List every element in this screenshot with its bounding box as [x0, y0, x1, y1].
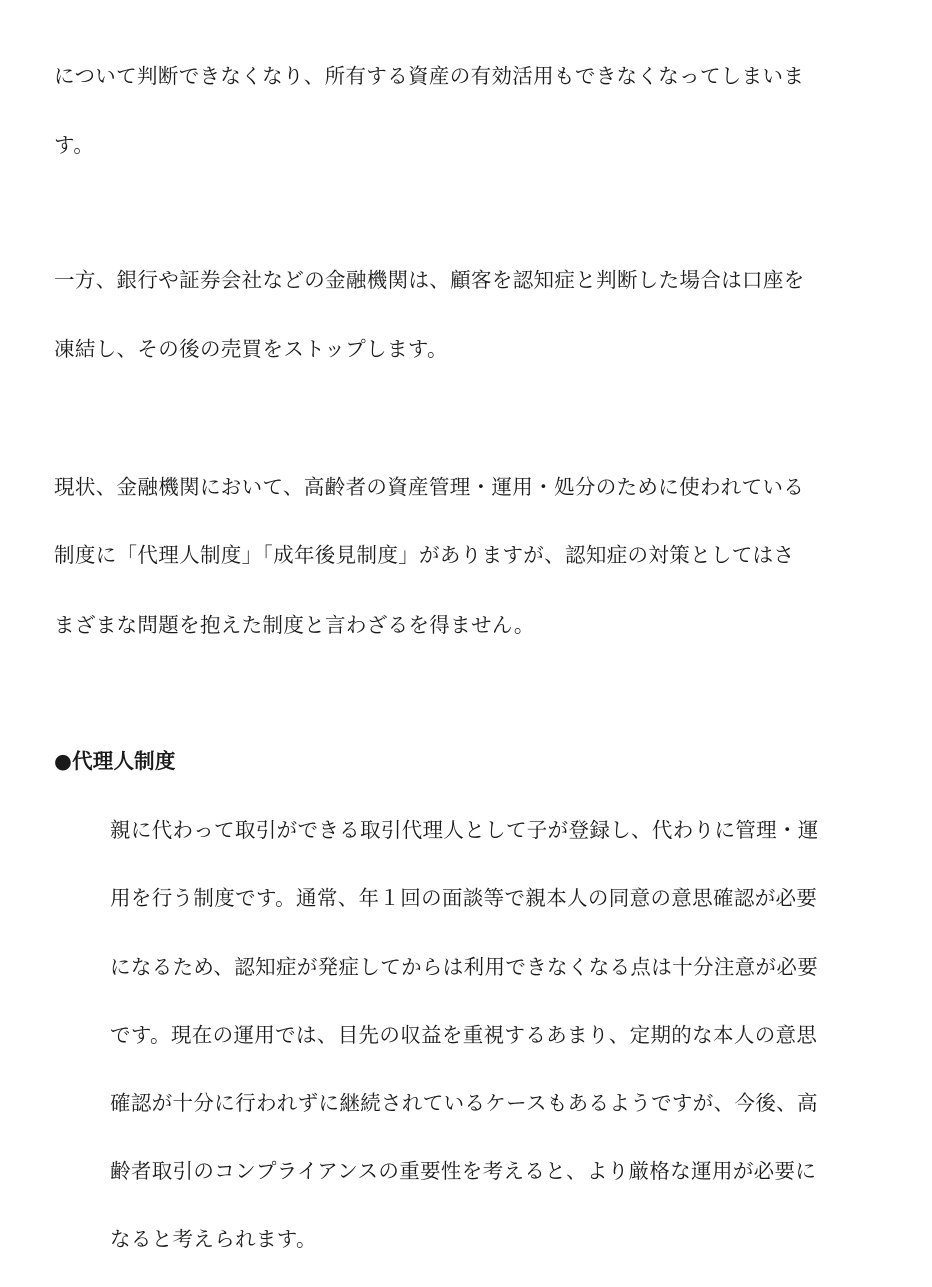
- paragraph-2-line-2: 凍結し、その後の売買をストップします。: [54, 337, 448, 361]
- section-line: 用を行う制度です。通常、年１回の面談等で親本人の同意の意思確認が必要: [110, 886, 818, 910]
- section-line: なると考えられます。: [110, 1227, 317, 1251]
- section-line: 齢者取引のコンプライアンスの重要性を考えると、より厳格な運用が必要に: [110, 1159, 817, 1183]
- section-heading: ●代理人制度: [54, 749, 176, 773]
- section-line: 親に代わって取引ができる取引代理人として子が登録し、代わりに管理・運: [110, 818, 819, 842]
- section-line: です。現在の運用では、目先の収益を重視するあまり、定期的な本人の意思: [110, 1023, 818, 1047]
- paragraph-2-line-1: 一方、銀行や証券会社などの金融機関は、顧客を認知症と判断した場合は口座を: [54, 268, 805, 292]
- paragraph-3-line-3: まざまな問題を抱えた制度と言わざるを得ません。: [54, 613, 535, 637]
- paragraph-3-line-1: 現状、金融機関において、高齢者の資産管理・運用・処分のために使われている: [54, 475, 805, 499]
- section-line: 確認が十分に行われずに継続されているケースもあるようですが、今後、高: [110, 1091, 818, 1115]
- section-line: になるため、認知症が発症してからは利用できなくなる点は十分注意が必要: [110, 955, 819, 979]
- paragraph-3-line-2: 制度に「代理人制度」「成年後見制度」がありますが、認知症の対策としてはさ: [54, 543, 795, 567]
- paragraph-1-line-1: について判断できなくなり、所有する資産の有効活用もできなくなってしまいま: [54, 64, 805, 88]
- paragraph-1-line-2: す。: [54, 133, 95, 157]
